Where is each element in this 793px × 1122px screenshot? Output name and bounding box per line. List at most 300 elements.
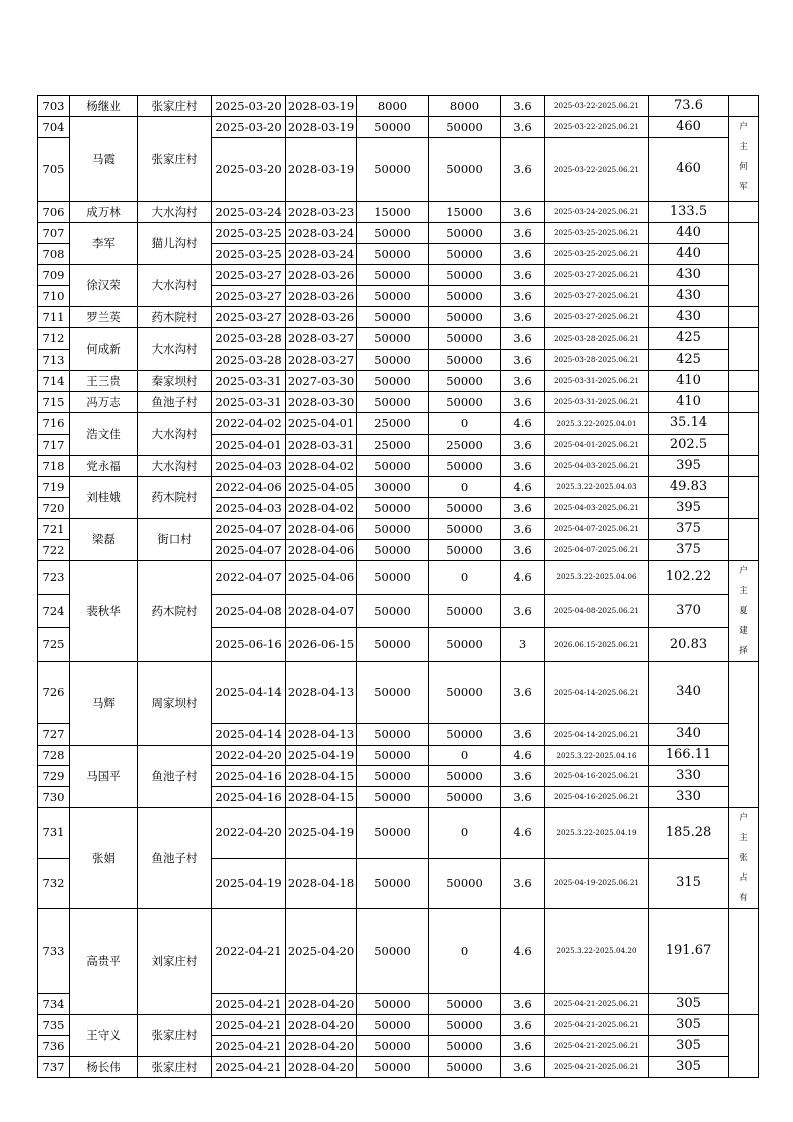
village-name: 张家庄村 [138,96,212,117]
end-date: 2028-04-15 [286,766,357,787]
start-date: 2025-04-03 [212,456,286,477]
loan-balance: 50000 [429,244,501,265]
interest-rate: 3.6 [501,392,545,413]
table-row [38,909,759,994]
interest-rate: 3.6 [501,662,545,724]
interest-period: 2025-04-19-2025.06.21 [545,858,649,909]
end-date: 2025-04-20 [286,909,357,994]
borrower-name: 何成新 [70,328,138,371]
interest-period: 2025-03-22-2025.06.21 [545,117,649,138]
remark-cell [729,392,759,413]
row-number: 705 [38,138,70,202]
start-date: 2025-03-27 [212,307,286,328]
interest-amount: 460 [649,138,729,202]
row-number: 706 [38,202,70,223]
village-name: 大水沟村 [138,413,212,456]
village-name: 张家庄村 [138,1057,212,1078]
loan-amount: 50000 [357,307,429,328]
interest-rate: 3.6 [501,540,545,561]
loan-amount: 50000 [357,328,429,350]
row-number: 735 [38,1015,70,1036]
end-date: 2028-03-31 [286,435,357,456]
interest-rate: 3.6 [501,766,545,787]
interest-amount: 460 [649,117,729,138]
loan-balance: 50000 [429,456,501,477]
start-date: 2025-03-28 [212,350,286,371]
end-date: 2028-03-19 [286,117,357,138]
table-body [38,96,759,1078]
interest-amount: 202.5 [649,435,729,456]
remark-cell [729,662,759,808]
loan-balance: 50000 [429,117,501,138]
row-number: 708 [38,244,70,265]
loan-amount: 50000 [357,519,429,540]
interest-rate: 3.6 [501,286,545,307]
row-number: 730 [38,787,70,808]
loan-amount: 8000 [357,96,429,117]
start-date: 2025-06-16 [212,628,286,662]
end-date: 2025-04-19 [286,746,357,766]
loan-amount: 50000 [357,662,429,724]
loan-balance: 50000 [429,392,501,413]
start-date: 2025-03-20 [212,117,286,138]
interest-period: 2025-04-21-2025.06.21 [545,1015,649,1036]
borrower-name: 党永福 [70,456,138,477]
interest-amount: 395 [649,456,729,477]
table-row [38,456,759,477]
loan-amount: 50000 [357,456,429,477]
remark-cell [729,202,759,223]
remark-cell [729,519,759,561]
borrower-name: 马国平 [70,746,138,808]
end-date: 2028-03-30 [286,392,357,413]
end-date: 2028-04-18 [286,858,357,909]
borrower-name: 裴秋华 [70,561,138,662]
interest-rate: 4.6 [501,909,545,994]
table-row [38,392,759,413]
start-date: 2025-03-27 [212,286,286,307]
village-name: 大水沟村 [138,202,212,223]
interest-amount: 191.67 [649,909,729,994]
interest-rate: 3.6 [501,307,545,328]
table-row [38,413,759,435]
loan-balance: 0 [429,808,501,859]
village-name: 张家庄村 [138,1015,212,1057]
interest-amount: 375 [649,519,729,540]
row-number: 732 [38,858,70,909]
interest-amount: 166.11 [649,746,729,766]
end-date: 2025-04-05 [286,477,357,498]
interest-period: 2025-03-24-2025.06.21 [545,202,649,223]
start-date: 2025-04-16 [212,766,286,787]
interest-period: 2025-04-08-2025.06.21 [545,594,649,628]
loan-amount: 50000 [357,1015,429,1036]
loan-amount: 50000 [357,594,429,628]
table-row [38,808,759,859]
loan-balance: 0 [429,413,501,435]
row-number: 724 [38,594,70,628]
loan-balance: 50000 [429,628,501,662]
interest-rate: 3.6 [501,787,545,808]
remark-char: 主 [739,586,748,596]
table-row [38,519,759,540]
start-date: 2025-04-08 [212,594,286,628]
row-number: 712 [38,328,70,350]
start-date: 2025-04-21 [212,1015,286,1036]
interest-amount: 440 [649,244,729,265]
row-number: 715 [38,392,70,413]
end-date: 2027-03-30 [286,371,357,392]
loan-balance: 0 [429,909,501,994]
interest-period: 2025-04-21-2025.06.21 [545,994,649,1015]
end-date: 2028-03-24 [286,244,357,265]
interest-rate: 3.6 [501,350,545,371]
village-name: 药木院村 [138,561,212,662]
start-date: 2025-03-31 [212,392,286,413]
row-number: 733 [38,909,70,994]
row-number: 711 [38,307,70,328]
village-name: 大水沟村 [138,328,212,371]
loan-balance: 50000 [429,594,501,628]
start-date: 2025-03-27 [212,265,286,286]
interest-period: 2025-03-22-2025.06.21 [545,96,649,117]
interest-amount: 340 [649,724,729,746]
interest-amount: 305 [649,1036,729,1057]
table-row [38,561,759,595]
end-date: 2028-04-20 [286,1015,357,1036]
village-name: 鱼池子村 [138,808,212,909]
interest-period: 2025-03-31-2025.06.21 [545,371,649,392]
table-row [38,202,759,223]
loan-amount: 15000 [357,202,429,223]
interest-period: 2025.3.22-2025.04.16 [545,746,649,766]
interest-period: 2025.3.22-2025.04.03 [545,477,649,498]
table-row [38,1057,759,1078]
borrower-name: 冯万志 [70,392,138,413]
start-date: 2022-04-21 [212,909,286,994]
loan-amount: 50000 [357,628,429,662]
interest-rate: 4.6 [501,477,545,498]
interest-period: 2025-03-27-2025.06.21 [545,265,649,286]
end-date: 2025-04-01 [286,413,357,435]
interest-amount: 315 [649,858,729,909]
end-date: 2028-04-06 [286,540,357,561]
interest-period: 2025.3.22-2025.04.20 [545,909,649,994]
borrower-name: 杨继业 [70,96,138,117]
table-row [38,1015,759,1036]
remark-char: 户 [739,122,748,132]
row-number: 725 [38,628,70,662]
interest-period: 2025-04-16-2025.06.21 [545,766,649,787]
loan-amount: 50000 [357,724,429,746]
loan-balance: 50000 [429,1057,501,1078]
start-date: 2025-03-25 [212,244,286,265]
loan-balance: 50000 [429,307,501,328]
start-date: 2022-04-20 [212,808,286,859]
interest-rate: 3.6 [501,1057,545,1078]
loan-amount: 25000 [357,435,429,456]
interest-amount: 102.22 [649,561,729,595]
table-row [38,223,759,244]
loan-amount: 30000 [357,477,429,498]
end-date: 2028-04-02 [286,498,357,519]
remark-cell [729,808,759,909]
interest-period: 2025-04-21-2025.06.21 [545,1057,649,1078]
remark-cell [729,117,759,202]
borrower-name: 徐汉荣 [70,265,138,307]
village-name: 鱼池子村 [138,746,212,808]
interest-rate: 3.6 [501,138,545,202]
interest-period: 2025.3.22-2025.04.06 [545,561,649,595]
start-date: 2025-04-14 [212,662,286,724]
interest-amount: 425 [649,328,729,350]
remark-char: 主 [739,833,748,843]
end-date: 2025-04-19 [286,808,357,859]
interest-amount: 73.6 [649,96,729,117]
row-number: 719 [38,477,70,498]
interest-period: 2025-03-27-2025.06.21 [545,286,649,307]
interest-amount: 410 [649,392,729,413]
remark-cell [729,477,759,519]
borrower-name: 马霞 [70,117,138,202]
village-name: 刘家庄村 [138,909,212,1015]
loan-balance: 50000 [429,371,501,392]
loan-balance: 50000 [429,994,501,1015]
row-number: 716 [38,413,70,435]
borrower-name: 马辉 [70,662,138,746]
loan-balance: 50000 [429,519,501,540]
table-row [38,328,759,350]
end-date: 2028-04-20 [286,1036,357,1057]
loan-balance: 0 [429,746,501,766]
loan-balance: 50000 [429,138,501,202]
row-number: 729 [38,766,70,787]
borrower-name: 张娟 [70,808,138,909]
loan-balance: 50000 [429,286,501,307]
row-number: 731 [38,808,70,859]
interest-period: 2025-03-28-2025.06.21 [545,350,649,371]
remark-char: 建 [739,626,748,636]
row-number: 710 [38,286,70,307]
start-date: 2025-04-03 [212,498,286,519]
start-date: 2022-04-07 [212,561,286,595]
start-date: 2025-04-21 [212,1057,286,1078]
interest-period: 2025-03-25-2025.06.21 [545,223,649,244]
end-date: 2028-03-26 [286,286,357,307]
loan-table [37,95,759,1078]
remark-cell [729,265,759,307]
interest-rate: 4.6 [501,561,545,595]
loan-balance: 50000 [429,498,501,519]
borrower-name: 杨长伟 [70,1057,138,1078]
start-date: 2022-04-02 [212,413,286,435]
loan-amount: 50000 [357,540,429,561]
loan-amount: 50000 [357,787,429,808]
loan-amount: 50000 [357,1057,429,1078]
borrower-name: 浩文佳 [70,413,138,456]
interest-amount: 370 [649,594,729,628]
start-date: 2025-03-20 [212,138,286,202]
interest-amount: 305 [649,1015,729,1036]
remark-cell [729,413,759,456]
village-name: 张家庄村 [138,117,212,202]
interest-rate: 3.6 [501,244,545,265]
interest-rate: 3.6 [501,328,545,350]
start-date: 2025-04-16 [212,787,286,808]
end-date: 2028-03-24 [286,223,357,244]
start-date: 2025-04-21 [212,994,286,1015]
village-name: 药木院村 [138,477,212,519]
loan-amount: 50000 [357,808,429,859]
interest-amount: 430 [649,307,729,328]
end-date: 2028-04-20 [286,994,357,1015]
interest-rate: 3 [501,628,545,662]
row-number: 720 [38,498,70,519]
borrower-name: 梁磊 [70,519,138,561]
remark-cell [729,328,759,371]
row-number: 734 [38,994,70,1015]
loan-amount: 50000 [357,858,429,909]
interest-period: 2025-04-07-2025.06.21 [545,519,649,540]
interest-rate: 3.6 [501,202,545,223]
table-row [38,662,759,724]
start-date: 2022-04-20 [212,746,286,766]
row-number: 704 [38,117,70,138]
row-number: 714 [38,371,70,392]
interest-period: 2025-04-03-2025.06.21 [545,456,649,477]
row-number: 717 [38,435,70,456]
interest-amount: 330 [649,766,729,787]
interest-amount: 375 [649,540,729,561]
row-number: 723 [38,561,70,595]
interest-amount: 330 [649,787,729,808]
loan-balance: 50000 [429,1036,501,1057]
loan-balance: 50000 [429,328,501,350]
interest-rate: 3.6 [501,498,545,519]
remark-char: 占 [739,873,748,883]
start-date: 2022-04-06 [212,477,286,498]
interest-amount: 185.28 [649,808,729,859]
interest-amount: 430 [649,265,729,286]
end-date: 2028-04-06 [286,519,357,540]
remark-cell [729,1015,759,1078]
interest-period: 2025-03-28-2025.06.21 [545,328,649,350]
loan-amount: 50000 [357,371,429,392]
remark-char: 择 [739,646,748,656]
end-date: 2028-03-23 [286,202,357,223]
loan-amount: 50000 [357,994,429,1015]
loan-balance: 50000 [429,540,501,561]
village-name: 街口村 [138,519,212,561]
interest-rate: 3.6 [501,594,545,628]
loan-balance: 50000 [429,662,501,724]
loan-balance: 25000 [429,435,501,456]
interest-rate: 3.6 [501,117,545,138]
start-date: 2025-04-01 [212,435,286,456]
start-date: 2025-03-28 [212,328,286,350]
loan-amount: 50000 [357,244,429,265]
village-name: 秦家坝村 [138,371,212,392]
remark-cell [729,371,759,392]
loan-amount: 50000 [357,1036,429,1057]
row-number: 722 [38,540,70,561]
row-number: 728 [38,746,70,766]
row-number: 727 [38,724,70,746]
borrower-name: 罗兰英 [70,307,138,328]
interest-period: 2026.06.15-2025.06.21 [545,628,649,662]
remark-cell [729,223,759,265]
start-date: 2025-04-19 [212,858,286,909]
loan-balance: 50000 [429,724,501,746]
remark-cell [729,456,759,477]
table-row [38,477,759,498]
loan-balance: 50000 [429,265,501,286]
table-row [38,371,759,392]
loan-balance: 50000 [429,223,501,244]
interest-rate: 3.6 [501,724,545,746]
row-number: 737 [38,1057,70,1078]
interest-amount: 49.83 [649,477,729,498]
end-date: 2028-04-15 [286,787,357,808]
table-row [38,96,759,117]
interest-rate: 3.6 [501,223,545,244]
interest-rate: 4.6 [501,413,545,435]
loan-balance: 8000 [429,96,501,117]
end-date: 2028-03-19 [286,138,357,202]
end-date: 2028-04-13 [286,662,357,724]
end-date: 2028-04-07 [286,594,357,628]
start-date: 2025-03-31 [212,371,286,392]
loan-amount: 50000 [357,392,429,413]
loan-amount: 50000 [357,746,429,766]
loan-amount: 50000 [357,766,429,787]
end-date: 2028-04-02 [286,456,357,477]
end-date: 2026-06-15 [286,628,357,662]
remark-cell [729,909,759,1015]
end-date: 2028-03-27 [286,350,357,371]
interest-period: 2025-04-16-2025.06.21 [545,787,649,808]
row-number: 726 [38,662,70,724]
remark-cell [729,96,759,117]
loan-amount: 50000 [357,350,429,371]
loan-amount: 50000 [357,223,429,244]
loan-amount: 25000 [357,413,429,435]
start-date: 2025-03-25 [212,223,286,244]
interest-period: 2025.3.22-2025.04.01 [545,413,649,435]
interest-period: 2025-03-22-2025.06.21 [545,138,649,202]
loan-balance: 50000 [429,1015,501,1036]
row-number: 721 [38,519,70,540]
remark-char: 户 [739,813,748,823]
end-date: 2028-03-19 [286,96,357,117]
row-number: 713 [38,350,70,371]
loan-balance: 50000 [429,787,501,808]
table-row [38,307,759,328]
loan-balance: 50000 [429,766,501,787]
start-date: 2025-03-24 [212,202,286,223]
remark-char: 夏 [739,606,748,616]
interest-rate: 3.6 [501,265,545,286]
row-number: 703 [38,96,70,117]
village-name: 大水沟村 [138,265,212,307]
interest-period: 2025.3.22-2025.04.19 [545,808,649,859]
start-date: 2025-03-20 [212,96,286,117]
borrower-name: 王守义 [70,1015,138,1057]
loan-amount: 50000 [357,265,429,286]
table-row [38,265,759,286]
interest-rate: 3.6 [501,1036,545,1057]
remark-char: 有 [739,893,748,903]
